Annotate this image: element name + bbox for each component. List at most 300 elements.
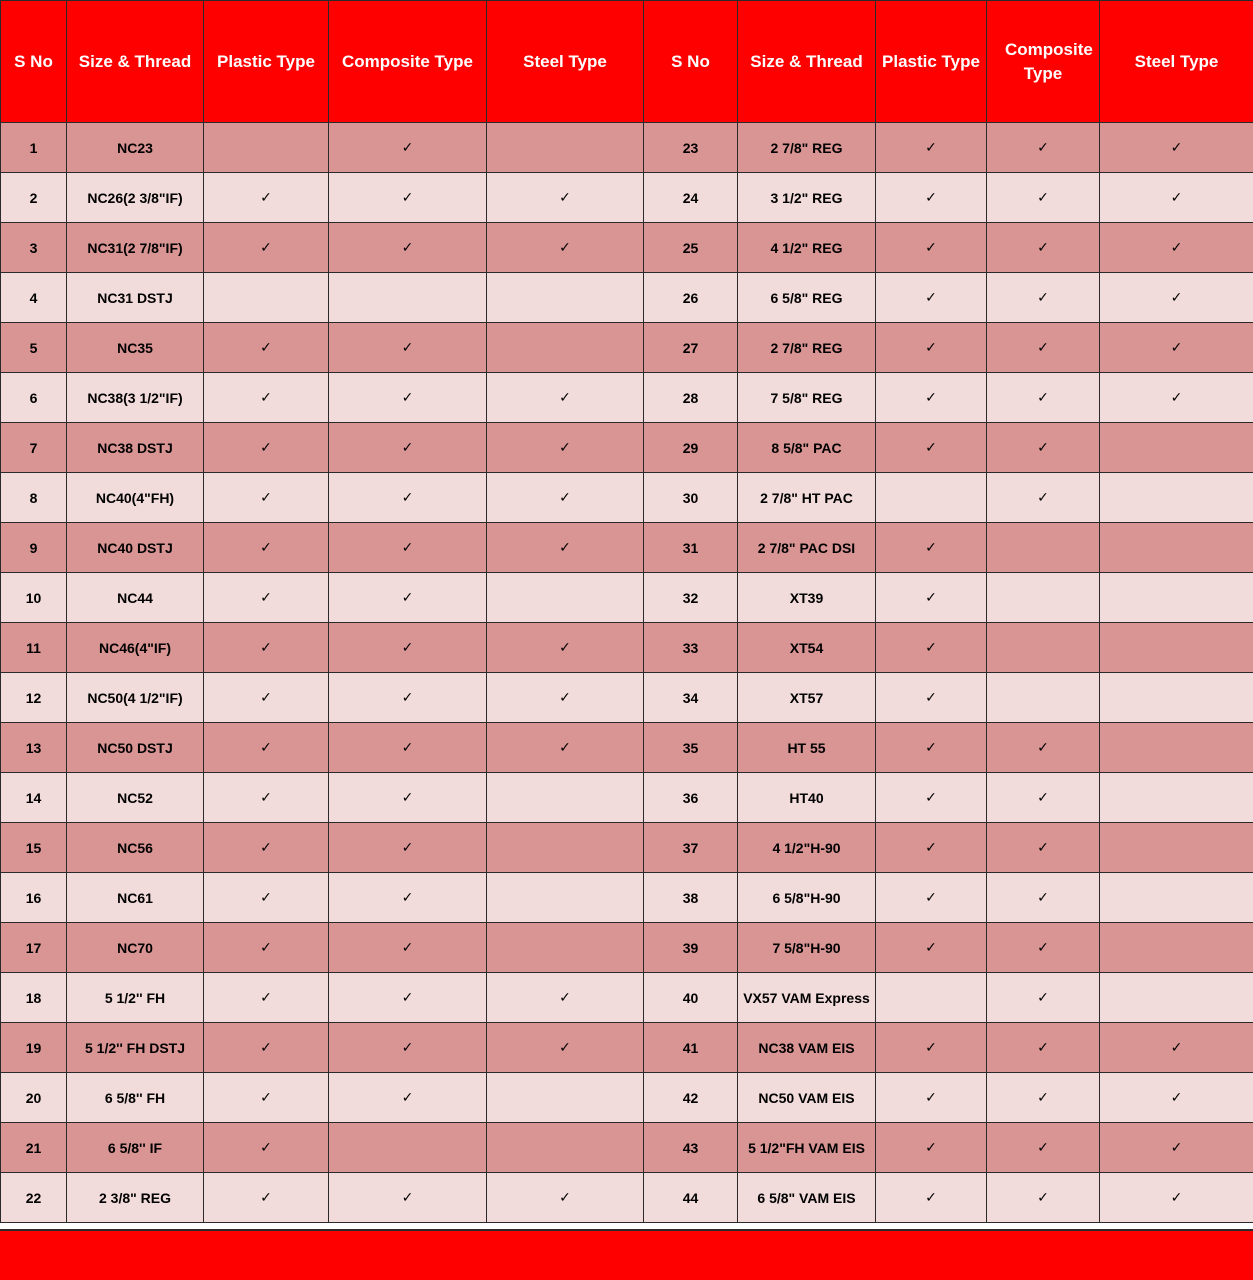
plastic-type-cell-left: [204, 573, 329, 623]
steel-type-cell-right: [1100, 123, 1253, 173]
composite-type-cell-right: [987, 1073, 1100, 1123]
size-thread-cell-right: XT54: [738, 623, 876, 673]
check-icon: ✓: [401, 139, 414, 155]
plastic-type-cell-right: [876, 773, 987, 823]
s-no-cell-left: 5: [1, 323, 67, 373]
table-row: [1, 673, 1253, 723]
plastic-type-cell-left: [204, 1123, 329, 1173]
plastic-type-cell-right: [876, 323, 987, 373]
size-thread-cell-right: 2 7/8" REG: [738, 323, 876, 373]
check-icon: ✓: [1170, 389, 1183, 405]
plastic-type-cell-left: [204, 973, 329, 1023]
table-row: [1, 723, 1253, 773]
composite-type-cell-left: [329, 723, 487, 773]
size-thread-cell-left: 6 5/8'' IF: [67, 1123, 204, 1173]
plastic-type-cell-left: [204, 723, 329, 773]
check-icon: ✓: [260, 539, 272, 555]
steel-type-cell-left: [487, 273, 644, 323]
composite-type-cell-right: [987, 523, 1100, 573]
composite-type-cell-right: [987, 1123, 1100, 1173]
composite-type-cell-right: [987, 423, 1100, 473]
footer-band: [0, 1229, 1253, 1280]
check-icon: ✓: [559, 1039, 571, 1055]
plastic-type-cell-left: [204, 523, 329, 573]
size-thread-cell-left: NC44: [67, 573, 204, 623]
composite-type-cell-left: [329, 923, 487, 973]
steel-type-cell-right: [1100, 223, 1253, 273]
steel-type-cell-left: [487, 823, 644, 873]
s-no-cell-right: 29: [644, 423, 738, 473]
check-icon: ✓: [401, 1089, 414, 1105]
s-no-cell-left: 15: [1, 823, 67, 873]
plastic-type-cell-right: [876, 223, 987, 273]
check-icon: ✓: [401, 689, 414, 705]
s-no-cell-right: 43: [644, 1123, 738, 1173]
header-size-thread-right: Size & Thread: [738, 1, 876, 123]
check-icon: ✓: [260, 839, 272, 855]
plastic-type-cell-right: [876, 1023, 987, 1073]
check-icon: ✓: [925, 289, 937, 305]
check-icon: ✓: [925, 1189, 937, 1205]
check-icon: ✓: [1170, 289, 1183, 305]
check-icon: ✓: [260, 339, 272, 355]
composite-type-cell-right: [987, 673, 1100, 723]
plastic-type-cell-left: [204, 223, 329, 273]
composite-type-cell-left: [329, 673, 487, 723]
check-icon: ✓: [1037, 189, 1049, 205]
check-icon: ✓: [401, 589, 414, 605]
s-no-cell-right: 32: [644, 573, 738, 623]
table-row: [1, 473, 1253, 523]
header-s-no-right: S No: [644, 1, 738, 123]
s-no-cell-right: 36: [644, 773, 738, 823]
composite-type-cell-left: [329, 1073, 487, 1123]
plastic-type-cell-right: [876, 1073, 987, 1123]
steel-type-cell-left: [487, 973, 644, 1023]
check-icon: ✓: [1170, 1139, 1183, 1155]
plastic-type-cell-right: [876, 523, 987, 573]
composite-type-cell-left: [329, 273, 487, 323]
steel-type-cell-left: [487, 673, 644, 723]
s-no-cell-right: 44: [644, 1173, 738, 1223]
plastic-type-cell-right: [876, 823, 987, 873]
steel-type-cell-left: [487, 573, 644, 623]
composite-type-cell-right: [987, 1173, 1100, 1223]
composite-type-cell-right: [987, 973, 1100, 1023]
steel-type-cell-left: [487, 373, 644, 423]
s-no-cell-right: 23: [644, 123, 738, 173]
check-icon: ✓: [260, 589, 272, 605]
check-icon: ✓: [260, 639, 272, 655]
composite-type-cell-left: [329, 773, 487, 823]
composite-type-cell-right: [987, 323, 1100, 373]
check-icon: ✓: [925, 839, 937, 855]
size-thread-cell-right: XT57: [738, 673, 876, 723]
check-icon: ✓: [260, 789, 272, 805]
check-icon: ✓: [1170, 1189, 1183, 1205]
check-icon: ✓: [925, 739, 937, 755]
steel-type-cell-right: [1100, 173, 1253, 223]
check-icon: ✓: [925, 239, 937, 255]
check-icon: ✓: [559, 239, 571, 255]
check-icon: ✓: [925, 639, 937, 655]
check-icon: ✓: [1170, 1039, 1183, 1055]
plastic-type-cell-left: [204, 173, 329, 223]
steel-type-cell-left: [487, 223, 644, 273]
size-thread-cell-left: NC50 DSTJ: [67, 723, 204, 773]
composite-type-cell-left: [329, 423, 487, 473]
plastic-type-cell-right: [876, 1173, 987, 1223]
steel-type-cell-right: [1100, 873, 1253, 923]
steel-type-cell-left: [487, 123, 644, 173]
s-no-cell-left: 2: [1, 173, 67, 223]
s-no-cell-right: 40: [644, 973, 738, 1023]
plastic-type-cell-left: [204, 1023, 329, 1073]
size-thread-cell-right: 6 5/8"H-90: [738, 873, 876, 923]
check-icon: ✓: [925, 389, 937, 405]
check-icon: ✓: [1037, 939, 1049, 955]
s-no-cell-right: 37: [644, 823, 738, 873]
size-thread-cell-left: NC40(4"FH): [67, 473, 204, 523]
size-thread-cell-left: NC70: [67, 923, 204, 973]
size-thread-cell-right: 2 7/8" PAC DSI: [738, 523, 876, 573]
plastic-type-cell-left: [204, 923, 329, 973]
size-thread-cell-right: NC38 VAM EIS: [738, 1023, 876, 1073]
composite-type-cell-left: [329, 323, 487, 373]
plastic-type-cell-left: [204, 1173, 329, 1223]
s-no-cell-right: 26: [644, 273, 738, 323]
steel-type-cell-right: [1100, 423, 1253, 473]
steel-type-cell-right: [1100, 523, 1253, 573]
plastic-type-cell-right: [876, 723, 987, 773]
size-thread-cell-right: 6 5/8" VAM EIS: [738, 1173, 876, 1223]
header-plastic-type-right: Plastic Type: [876, 1, 987, 123]
s-no-cell-right: 38: [644, 873, 738, 923]
plastic-type-cell-right: [876, 1123, 987, 1173]
composite-type-cell-left: [329, 1173, 487, 1223]
composite-type-cell-right: [987, 823, 1100, 873]
size-thread-cell-left: NC31 DSTJ: [67, 273, 204, 323]
check-icon: ✓: [1037, 239, 1049, 255]
table-row: [1, 173, 1253, 223]
s-no-cell-left: 16: [1, 873, 67, 923]
check-icon: ✓: [1037, 889, 1049, 905]
size-thread-cell-right: 7 5/8"H-90: [738, 923, 876, 973]
check-icon: ✓: [925, 139, 937, 155]
plastic-type-cell-right: [876, 673, 987, 723]
check-icon: ✓: [1170, 1089, 1183, 1105]
steel-type-cell-left: [487, 923, 644, 973]
size-thread-cell-right: NC50 VAM EIS: [738, 1073, 876, 1123]
size-thread-cell-left: NC38(3 1/2"IF): [67, 373, 204, 423]
size-thread-cell-right: XT39: [738, 573, 876, 623]
composite-type-cell-left: [329, 573, 487, 623]
size-thread-cell-left: NC52: [67, 773, 204, 823]
size-thread-cell-left: NC35: [67, 323, 204, 373]
size-thread-cell-right: 4 1/2" REG: [738, 223, 876, 273]
size-thread-cell-left: NC26(2 3/8"IF): [67, 173, 204, 223]
steel-type-cell-right: [1100, 623, 1253, 673]
check-icon: ✓: [1037, 1139, 1049, 1155]
table-row: [1, 273, 1253, 323]
composite-type-cell-left: [329, 373, 487, 423]
plastic-type-cell-left: [204, 123, 329, 173]
plastic-type-cell-left: [204, 423, 329, 473]
check-icon: ✓: [1037, 989, 1049, 1005]
composite-type-cell-left: [329, 223, 487, 273]
composite-type-cell-left: [329, 873, 487, 923]
check-icon: ✓: [1037, 489, 1049, 505]
check-icon: ✓: [559, 989, 571, 1005]
check-icon: ✓: [260, 739, 272, 755]
check-icon: ✓: [401, 639, 414, 655]
size-thread-cell-right: 2 7/8" REG: [738, 123, 876, 173]
check-icon: ✓: [401, 989, 414, 1005]
check-icon: ✓: [559, 539, 571, 555]
check-icon: ✓: [260, 1189, 272, 1205]
size-thread-cell-right: HT 55: [738, 723, 876, 773]
plastic-type-cell-right: [876, 123, 987, 173]
s-no-cell-right: 25: [644, 223, 738, 273]
s-no-cell-left: 4: [1, 273, 67, 323]
steel-type-cell-right: [1100, 273, 1253, 323]
steel-type-cell-right: [1100, 373, 1253, 423]
table-row: [1, 923, 1253, 973]
check-icon: ✓: [925, 789, 937, 805]
check-icon: ✓: [925, 189, 937, 205]
header-row: [1, 1, 1253, 123]
table-row: [1, 1173, 1253, 1223]
s-no-cell-left: 9: [1, 523, 67, 573]
check-icon: ✓: [1037, 289, 1049, 305]
table-row: [1, 573, 1253, 623]
size-thread-cell-left: 2 3/8" REG: [67, 1173, 204, 1223]
check-icon: ✓: [925, 589, 937, 605]
check-icon: ✓: [559, 489, 571, 505]
check-icon: ✓: [559, 739, 571, 755]
check-icon: ✓: [260, 1039, 272, 1055]
steel-type-cell-left: [487, 1023, 644, 1073]
size-thread-cell-left: NC56: [67, 823, 204, 873]
check-icon: ✓: [925, 689, 937, 705]
header-plastic-type-left: Plastic Type: [204, 1, 329, 123]
check-icon: ✓: [559, 439, 571, 455]
s-no-cell-left: 20: [1, 1073, 67, 1123]
plastic-type-cell-right: [876, 873, 987, 923]
s-no-cell-left: 19: [1, 1023, 67, 1073]
steel-type-cell-right: [1100, 923, 1253, 973]
s-no-cell-left: 22: [1, 1173, 67, 1223]
size-thread-cell-right: 7 5/8" REG: [738, 373, 876, 423]
header-composite-type-left: Composite Type: [329, 1, 487, 123]
s-no-cell-left: 18: [1, 973, 67, 1023]
check-icon: ✓: [1037, 389, 1049, 405]
header-steel-type-right: Steel Type: [1100, 1, 1253, 123]
check-icon: ✓: [260, 939, 272, 955]
size-thread-cell-left: NC61: [67, 873, 204, 923]
s-no-cell-left: 14: [1, 773, 67, 823]
s-no-cell-left: 13: [1, 723, 67, 773]
check-icon: ✓: [559, 639, 571, 655]
composite-type-cell-right: [987, 123, 1100, 173]
check-icon: ✓: [401, 239, 414, 255]
check-icon: ✓: [1037, 1039, 1049, 1055]
plastic-type-cell-left: [204, 873, 329, 923]
check-icon: ✓: [925, 1139, 937, 1155]
plastic-type-cell-left: [204, 373, 329, 423]
check-icon: ✓: [1170, 239, 1183, 255]
s-no-cell-left: 10: [1, 573, 67, 623]
check-icon: ✓: [925, 539, 937, 555]
steel-type-cell-right: [1100, 573, 1253, 623]
s-no-cell-right: 41: [644, 1023, 738, 1073]
header-composite-type-right: Composite Type: [987, 1, 1100, 123]
composite-type-cell-right: [987, 373, 1100, 423]
steel-type-cell-left: [487, 473, 644, 523]
check-icon: ✓: [925, 439, 937, 455]
size-thread-cell-right: 4 1/2"H-90: [738, 823, 876, 873]
composite-type-cell-right: [987, 473, 1100, 523]
table-row: [1, 323, 1253, 373]
steel-type-cell-left: [487, 773, 644, 823]
check-icon: ✓: [401, 839, 414, 855]
steel-type-cell-right: [1100, 1023, 1253, 1073]
s-no-cell-left: 21: [1, 1123, 67, 1173]
check-icon: ✓: [1037, 839, 1049, 855]
plastic-type-cell-right: [876, 973, 987, 1023]
steel-type-cell-right: [1100, 823, 1253, 873]
plastic-type-cell-right: [876, 573, 987, 623]
check-icon: ✓: [1170, 139, 1183, 155]
check-icon: ✓: [1037, 739, 1049, 755]
composite-type-cell-right: [987, 923, 1100, 973]
size-thread-cell-right: 3 1/2" REG: [738, 173, 876, 223]
plastic-type-cell-left: [204, 1073, 329, 1123]
steel-type-cell-left: [487, 723, 644, 773]
check-icon: ✓: [1037, 339, 1049, 355]
steel-type-cell-left: [487, 873, 644, 923]
size-thread-cell-right: 6 5/8" REG: [738, 273, 876, 323]
s-no-cell-left: 11: [1, 623, 67, 673]
steel-type-cell-left: [487, 1173, 644, 1223]
check-icon: ✓: [401, 739, 414, 755]
composite-type-cell-right: [987, 273, 1100, 323]
table-row: [1, 623, 1253, 673]
composite-type-cell-right: [987, 1023, 1100, 1073]
header-size-thread-left: Size & Thread: [67, 1, 204, 123]
s-no-cell-left: 12: [1, 673, 67, 723]
check-icon: ✓: [925, 339, 937, 355]
check-icon: ✓: [401, 189, 414, 205]
check-icon: ✓: [260, 1089, 272, 1105]
table-row: [1, 423, 1253, 473]
plastic-type-cell-right: [876, 923, 987, 973]
check-icon: ✓: [559, 189, 571, 205]
size-thread-cell-left: 6 5/8'' FH: [67, 1073, 204, 1123]
check-icon: ✓: [260, 989, 272, 1005]
steel-type-cell-right: [1100, 323, 1253, 373]
plastic-type-cell-left: [204, 473, 329, 523]
size-thread-cell-left: NC50(4 1/2"IF): [67, 673, 204, 723]
s-no-cell-left: 3: [1, 223, 67, 273]
size-thread-cell-left: NC38 DSTJ: [67, 423, 204, 473]
table-row: [1, 873, 1253, 923]
table-row: [1, 123, 1253, 173]
check-icon: ✓: [260, 439, 272, 455]
check-icon: ✓: [1037, 139, 1049, 155]
plastic-type-cell-right: [876, 173, 987, 223]
check-icon: ✓: [925, 1039, 937, 1055]
s-no-cell-left: 6: [1, 373, 67, 423]
composite-type-cell-left: [329, 823, 487, 873]
s-no-cell-right: 34: [644, 673, 738, 723]
composite-type-cell-right: [987, 173, 1100, 223]
plastic-type-cell-left: [204, 273, 329, 323]
plastic-type-cell-right: [876, 473, 987, 523]
composite-type-cell-left: [329, 1023, 487, 1073]
composite-type-cell-left: [329, 173, 487, 223]
plastic-type-cell-left: [204, 673, 329, 723]
check-icon: ✓: [401, 789, 414, 805]
steel-type-cell-right: [1100, 473, 1253, 523]
steel-type-cell-right: [1100, 1123, 1253, 1173]
plastic-type-cell-left: [204, 623, 329, 673]
check-icon: ✓: [401, 439, 414, 455]
s-no-cell-left: 8: [1, 473, 67, 523]
s-no-cell-right: 39: [644, 923, 738, 973]
header-steel-type-left: Steel Type: [487, 1, 644, 123]
check-icon: ✓: [1037, 789, 1049, 805]
check-icon: ✓: [260, 489, 272, 505]
s-no-cell-left: 1: [1, 123, 67, 173]
table-row: [1, 823, 1253, 873]
plastic-type-cell-right: [876, 373, 987, 423]
check-icon: ✓: [401, 339, 414, 355]
composite-type-cell-right: [987, 773, 1100, 823]
composite-type-cell-right: [987, 873, 1100, 923]
check-icon: ✓: [559, 1189, 571, 1205]
check-icon: ✓: [260, 1139, 272, 1155]
s-no-cell-right: 30: [644, 473, 738, 523]
size-thread-cell-right: 2 7/8" HT PAC: [738, 473, 876, 523]
steel-type-cell-right: [1100, 673, 1253, 723]
plastic-type-cell-right: [876, 423, 987, 473]
check-icon: ✓: [925, 939, 937, 955]
check-icon: ✓: [559, 389, 571, 405]
check-icon: ✓: [1037, 1089, 1049, 1105]
size-thread-cell-right: HT40: [738, 773, 876, 823]
size-thread-cell-right: 8 5/8" PAC: [738, 423, 876, 473]
composite-type-cell-left: [329, 973, 487, 1023]
s-no-cell-right: 27: [644, 323, 738, 373]
plastic-type-cell-left: [204, 773, 329, 823]
check-icon: ✓: [401, 389, 414, 405]
s-no-cell-right: 33: [644, 623, 738, 673]
check-icon: ✓: [925, 1089, 937, 1105]
steel-type-cell-right: [1100, 973, 1253, 1023]
plastic-type-cell-right: [876, 273, 987, 323]
composite-type-cell-right: [987, 573, 1100, 623]
composite-type-cell-left: [329, 123, 487, 173]
table-row: [1, 373, 1253, 423]
size-thread-cell-left: NC23: [67, 123, 204, 173]
check-icon: ✓: [401, 489, 414, 505]
s-no-cell-left: 17: [1, 923, 67, 973]
check-icon: ✓: [260, 239, 272, 255]
steel-type-cell-left: [487, 1123, 644, 1173]
steel-type-cell-left: [487, 173, 644, 223]
composite-type-cell-left: [329, 473, 487, 523]
